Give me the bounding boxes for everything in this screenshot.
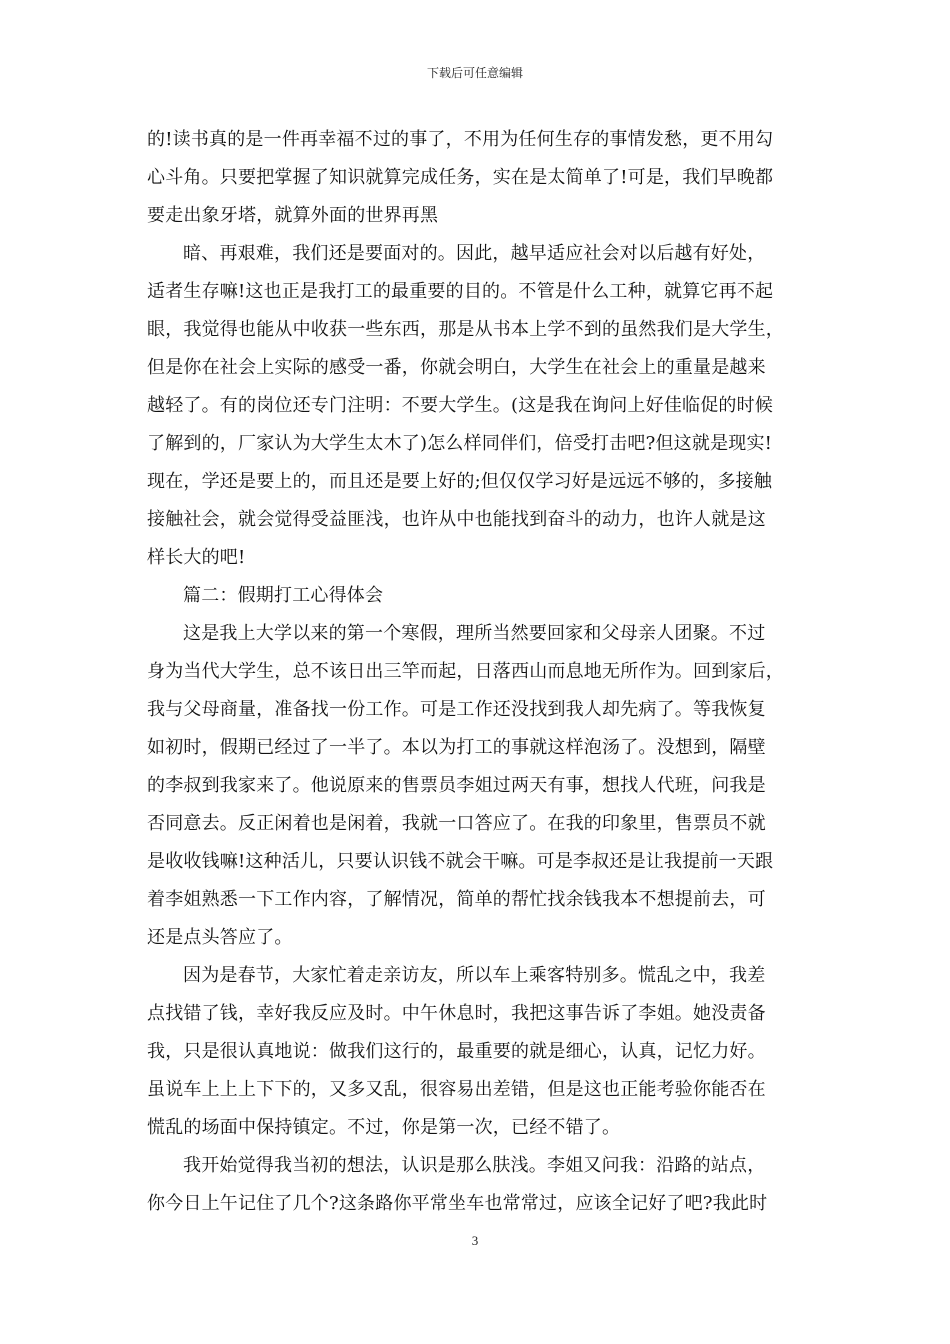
section-heading: 篇二：假期打工心得体会 — [183, 585, 384, 606]
text-line: 因为是春节，大家忙着走亲访友，所以车上乘客特别多。慌乱之中，我差 — [183, 965, 766, 986]
text-line: 心斗角。只要把掌握了知识就算完成任务，实在是太简单了!可是，我们早晚都 — [147, 167, 774, 188]
page-header: 下载后可任意编辑 — [426, 66, 523, 80]
text-line: 眼，我觉得也能从中收获一些东西，那是从书本上学不到的虽然我们是大学生， — [147, 319, 784, 340]
text-line: 点找错了钱，幸好我反应及时。中午休息时，我把这事告诉了李姐。她没责备 — [147, 1003, 766, 1024]
text-line: 虽说车上上上下下的，又多又乱，很容易出差错，但是这也正能考验你能否在 — [147, 1079, 766, 1100]
text-line: 要走出象牙塔，就算外面的世界再黑 — [147, 205, 439, 226]
text-line: 的!读书真的是一件再幸福不过的事了，不用为任何生存的事情发愁，更不用勾 — [147, 129, 774, 150]
page-number: 3 — [471, 1233, 479, 1248]
text-line: 这是我上大学以来的第一个寒假，理所当然要回家和父母亲人团聚。不过 — [183, 623, 766, 644]
text-line: 我，只是很认真地说：做我们这行的，最重要的就是细心，认真，记忆力好。 — [147, 1041, 766, 1062]
text-line: 越轻了。有的岗位还专门注明：不要大学生。(这是我在询问上好佳临促的时候 — [147, 395, 774, 416]
text-line: 慌乱的场面中保持镇定。不过，你是第一次，已经不错了。 — [147, 1117, 621, 1138]
text-line: 我开始觉得我当初的想法，认识是那么肤浅。李姐又问我：沿路的站点， — [183, 1155, 766, 1176]
text-line: 的李叔到我家来了。他说原来的售票员李姐过两天有事，想找人代班，问我是 — [147, 775, 766, 796]
text-line: 是收收钱嘛!这种活儿，只要认识钱不就会干嘛。可是李叔还是让我提前一天跟 — [147, 851, 774, 872]
text-line: 我与父母商量，准备找一份工作。可是工作还没找到我人却先病了。等我恢复 — [147, 699, 766, 720]
text-line: 但是你在社会上实际的感受一番，你就会明白，大学生在社会上的重量是越来 — [147, 357, 766, 378]
text-line: 着李姐熟悉一下工作内容，了解情况，简单的帮忙找余钱我本不想提前去，可 — [147, 889, 766, 910]
text-line: 样长大的吧! — [147, 547, 246, 568]
text-line: 如初时，假期已经过了一半了。本以为打工的事就这样泡汤了。没想到，隔壁 — [147, 737, 766, 758]
text-line: 了解到的，厂家认为大学生太木了)怎么样同伴们，倍受打击吧?但这就是现实! — [147, 433, 773, 454]
text-line: 你今日上午记住了几个?这条路你平常坐车也常常过，应该全记好了吧?我此时 — [147, 1193, 768, 1214]
text-line: 接触社会，就会觉得受益匪浅，也许从中也能找到奋斗的动力，也许人就是这 — [147, 509, 766, 530]
text-line: 身为当代大学生，总不该日出三竿而起，日落西山而息地无所作为。回到家后， — [147, 661, 784, 682]
text-line: 否同意去。反正闲着也是闲着，我就一口答应了。在我的印象里，售票员不就 — [147, 813, 766, 834]
text-line: 暗、再艰难，我们还是要面对的。因此，越早适应社会对以后越有好处， — [183, 243, 766, 264]
text-line: 现在，学还是要上的，而且还是要上好的;但仅仅学习好是远远不够的，多接触 — [147, 471, 773, 492]
text-line: 适者生存嘛!这也正是我打工的最重要的目的。不管是什么工种，就算它再不起 — [147, 281, 774, 302]
text-line: 还是点头答应了。 — [147, 927, 293, 948]
